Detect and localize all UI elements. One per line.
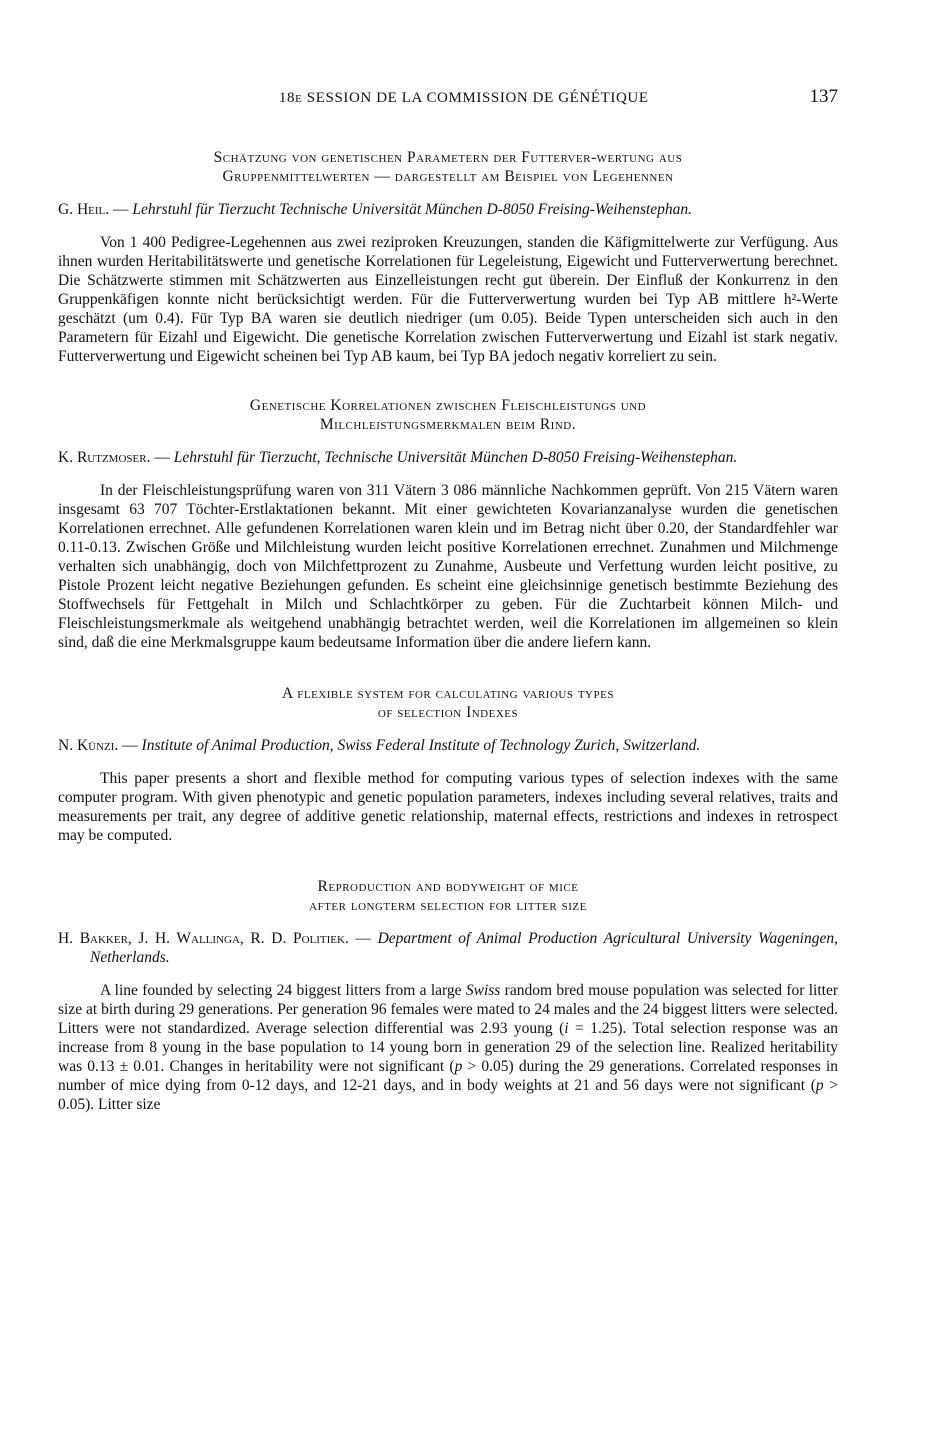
- abstract-text: = 1.25). Total selection response was an increase from 8 young in the base population to 14 young born in generation 29 of the selection line. Realized heritability was 0.13 ± 0.01. Changes in heritability were not significant (: [58, 1020, 839, 1075]
- abstract-emphasis: p: [454, 1058, 463, 1075]
- author-dash: —: [348, 930, 378, 947]
- author-dash: —: [109, 201, 133, 218]
- article-title: [68, 396, 828, 434]
- author-line: [58, 448, 838, 467]
- article-title: [68, 684, 828, 722]
- author-line: [58, 736, 838, 755]
- author-line: [58, 200, 838, 219]
- abstract-text: > 0.05). Litter size: [58, 1077, 838, 1113]
- affiliation: Institute of Animal Production, Swiss Federal Institute of Technology Zurich, Switzerland.: [141, 737, 701, 754]
- abstract-text: random bred mouse population was selected for litter size at birth during 29 generations. Per generation 96 females were mated to 24 males and the 24 biggest litters were selected. Litters were not standardized. Average selection differential was 2.93 young (: [58, 982, 838, 1037]
- abstract-paragraph: [58, 981, 838, 1114]
- abstract-emphasis: p: [815, 1077, 824, 1094]
- article-title-line: after longterm selection for litter size: [309, 897, 587, 914]
- article-title: [68, 148, 828, 186]
- article-title-line: Genetische Korrelationen zwischen Fleischleistungs und: [249, 397, 647, 414]
- running-head-title: 18e SESSION DE LA COMMISSION DE GÉNÉTIQUE: [278, 90, 649, 106]
- article-title: [68, 877, 828, 915]
- abstract-text: A line founded by selecting 24 biggest litters from a large: [100, 982, 466, 999]
- author-dash: —: [150, 449, 174, 466]
- article-title-line: Reproduction and bodyweight of mice: [317, 878, 579, 895]
- author-names: K. Rutzmoser.: [58, 449, 151, 466]
- affiliation: Lehrstuhl für Tierzucht Technische Universität München D-8050 Freising-Weihenstephan.: [132, 201, 693, 218]
- affiliation: Department of Animal Production Agricultural University Wageningen, Netherlands.: [90, 930, 838, 966]
- abstract-text: > 0.05) during the 29 generations. Correlated responses in number of mice dying from 0-12 days, and 12-21 days, and in body weights at 21 and 56 days were not significant (: [58, 1058, 838, 1094]
- affiliation: Lehrstuhl für Tierzucht, Technische Universität München D-8050 Freising-Weihenstephan.: [173, 449, 738, 466]
- article: [58, 396, 838, 652]
- abstract-paragraph: This paper presents a short and flexible method for computing various types of selection indexes with the same computer program. With given phenotypic and genetic population parameters, indexes including several relatives, traits and measurements per trait, any degree of additive genetic relationship, maternal effects, restrictions and indexes in retrospect may be computed.: [58, 770, 838, 844]
- article: [58, 877, 838, 1114]
- abstract-emphasis: Swiss: [465, 982, 501, 999]
- author-line: [58, 929, 838, 967]
- article-title-line: of selection Indexes: [377, 704, 519, 721]
- article-title-line: Schätzung von genetischen Parametern der Futterver-wertung aus: [213, 149, 683, 166]
- article-title-line: Gruppenmittelwerten — dargestellt am Beispiel von Legehennen: [222, 168, 674, 185]
- abstract-paragraph: In der Fleischleistungsprüfung waren von 311 Vätern 3 086 männliche Nachkommen geprüft. Von 215 Vätern waren insgesamt 63 707 Töchter-Erstlaktationen bekannt. Mit einer gewichteten Kovarianzanalyse wurden die genetischen Korrelationen errechnet. Alle gefundenen Korrelationen waren klein und im Betrag nicht über 0.20, der Standardfehler war 0.11-0.13. Zwischen Größe und Milchleistung wurden leicht positive Korrelationen errechnet. Zunahmen und Milchmenge verhalten sich unabhängig, doch von Milchfettprozent zu Zunahme, Ausbeute und Verfettung wurden leicht positive, zu Pistole Prozent leicht negative Beziehungen gefunden. Es scheint eine gleichsinnige genetisch bestimmte Beziehung des Stoffwechsels für Fettgehalt in Milch und Schlachtkörper zu geben. Für die Zuchtarbeit können Milch- und Fleischleistungsmerkmale als weitgehend unabhängig betrachtet werden, weil die Korrelationen im allgemeinen so klein sind, daß die eine Merkmalsgruppe kaum bedeutsame Information über die andere liefern kann.: [58, 482, 838, 651]
- article: [58, 148, 838, 366]
- article-title-line: A flexible system for calculating various types: [282, 685, 614, 702]
- page: [58, 86, 838, 1130]
- article-title-line: Milchleistungsmerkmalen beim Rind.: [319, 416, 577, 433]
- running-head: [58, 86, 838, 116]
- author-names: H. Bakker, J. H. Wallinga, R. D. Politiek.: [58, 930, 349, 947]
- abstract-paragraph: Von 1 400 Pedigree-Legehennen aus zwei reziproken Kreuzungen, standen die Käfigmittelwerte zur Verfügung. Aus ihnen wurden Heritabilitätswerte und genetische Korrelationen für Legeleistung, Eigewicht und Futterverwertung berechnet. Die Schätzwerte stimmen mit Schätzwerten aus Einzelleistungen recht gut überein. Der Einfluß der Konkurrenz in den Gruppenkäfigen konnte nicht berücksichtigt werden. Für die Futterverwertung wurden bei Typ AB mittlere h²-Werte geschätzt (um 0.4). Für Typ BA waren sie deutlich niedriger (um 0.05). Beide Typen unterscheiden sich auch in den Parametern für Eizahl und Eigewicht. Die genetische Korrelation zwischen Futterverwertung und Eizahl ist stark negativ. Futterverwertung und Eigewicht scheinen bei Typ AB kaum, bei Typ BA jedoch negativ korreliert zu sein.: [58, 234, 838, 365]
- author-names: N. Künzi.: [58, 737, 119, 754]
- author-dash: —: [118, 737, 142, 754]
- author-names: G. Heil.: [58, 201, 110, 218]
- page-number: 137: [809, 86, 838, 107]
- abstract-emphasis: i: [564, 1020, 569, 1037]
- article: [58, 684, 838, 845]
